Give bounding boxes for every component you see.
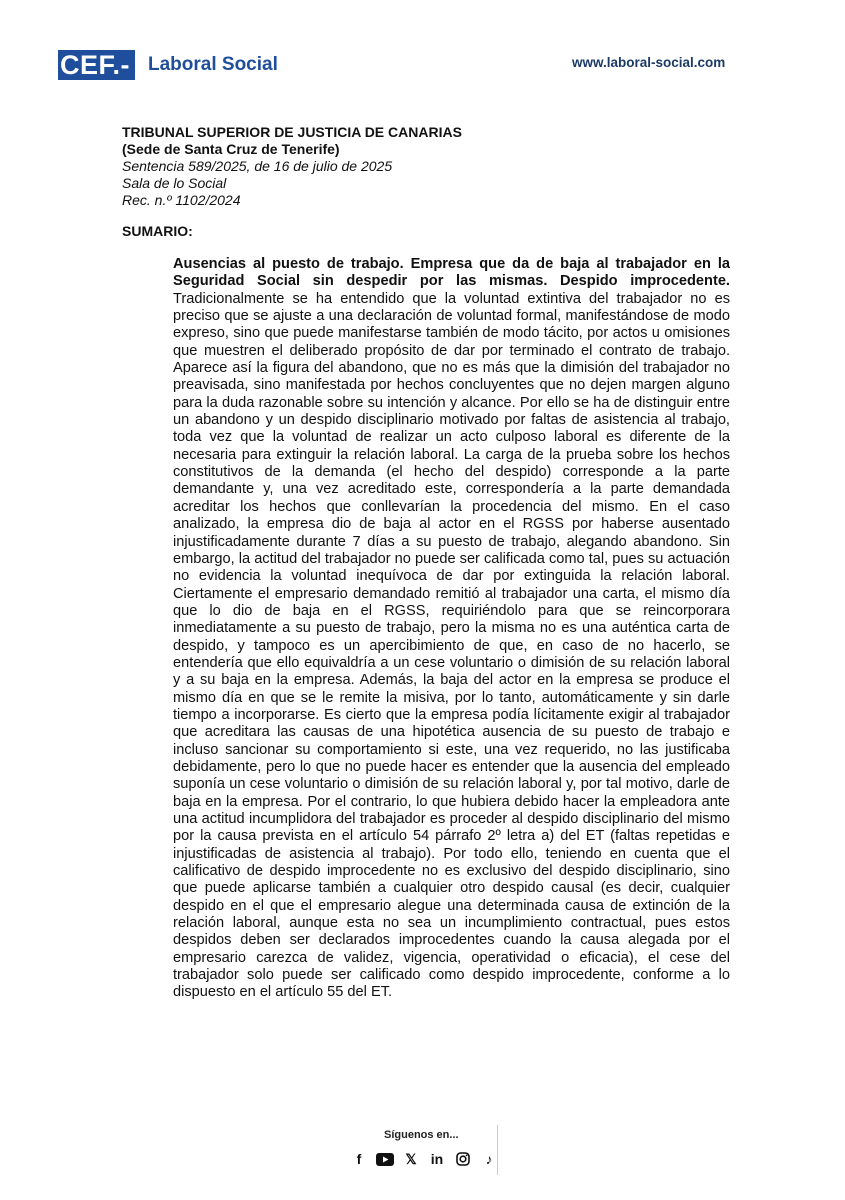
social-icons bbox=[350, 1150, 498, 1168]
logo-mark: CEF.- bbox=[58, 50, 135, 80]
linkedin-icon[interactable]: in bbox=[430, 1151, 444, 1167]
sumario-label: SUMARIO: bbox=[122, 223, 193, 239]
site-url-link[interactable]: www.laboral-social.com bbox=[572, 55, 726, 70]
court-name: TRIBUNAL SUPERIOR DE JUSTICIA DE CANARIAS bbox=[122, 124, 462, 140]
court-seat: (Sede de Santa Cruz de Tenerife) bbox=[122, 141, 340, 157]
summary-headline: Ausencias al puesto de trabajo. Empresa que da de baja al trabajador en la Seguridad Social sin despedir por las mismas. Despido improcedente. bbox=[173, 256, 730, 290]
chamber: Sala de lo Social bbox=[122, 175, 227, 191]
appeal-number: Rec. n.º 1102/2024 bbox=[122, 192, 241, 208]
summary-text bbox=[173, 256, 730, 1002]
youtube-icon[interactable] bbox=[376, 1150, 394, 1168]
logo-name: Laboral Social bbox=[148, 54, 278, 75]
court-header bbox=[122, 124, 462, 209]
summary-body: Tradicionalmente se ha entendido que la voluntad extintiva del trabajador no es preciso que se ajuste a una declaración de voluntad formal, manifestándose de modo expreso, sino que puede manifestarse también de modo tácito, por actos u omisiones que muestren el deliberado propósito de dar por terminado el contrato de trabajo. Aparece así la figura del abandono, que no es más que la dimisión del trabajador no preavisada, sino manifestada por hechos concluyentes que no dejen margen alguno para la duda razonable sobre su intención y alcance. Por ello se ha de distinguir entre un abandono y un despido disciplinario motivado por faltas de asistencia al trabajo, toda vez que la voluntad de realizar un acto culposo laboral es diferente de la necesaria para extinguir la relación laboral. La carga de la prueba sobre los hechos constitutivos de la demanda (el hecho del despido) corresponde a la parte demandante y, una vez acreditado este, correspondería a la parte demandada acreditar los hechos que conllevarían la procedencia del mismo. En el caso analizado, la empresa dio de baja al actor en el RGSS por haberse ausentado injustificadamente durante 7 días a su puesto de trabajo, alegando abandono. Sin embargo, la actitud del trabajador no puede ser calificada como tal, pues su actuación no evidencia la voluntad inequívoca de dar por extinguida la relación laboral. Ciertamente el empresario demandado remitió al trabajador una carta, el mismo día que lo dio de baja en el RGSS, requiriéndolo para que se reincorporara inmediatamente a su puesto de trabajo, pero la misma no es una auténtica carta de despido, y tampoco es un apercibimiento de que, en caso de no hacerlo, se entendería que ello equivaldría a un cese voluntario o dimisión de su relación laboral y a su baja en la empresa. Además, la baja del actor en la empresa se produce el mismo día en que se le remite la misiva, por lo tanto, automáticamente y sin darle tiempo a incorporarse. Es cierto que la empresa podía lícitamente exigir al trabajador que acreditara las causas de una hipotética ausencia de su puesto de trabajo e incluso sancionar su comportamiento si este, una vez requerido, no las justificaba debidamente, pero lo que no puede hacer es entender que la ausencia del empleado suponía un cese voluntario o dimisión de su relación laboral y, por tal motivo, darle de baja en la empresa. Por el contrario, lo que hubiera debido hacer la empleadora ante una actitud incumplidora del trabajador es proceder al despido disciplinario del mismo por la causa prevista en el artículo 54 párrafo 2º letra a) del ET (faltas repetidas e injustificadas de asistencia al trabajo). Por todo ello, teniendo en cuenta que el calificativo de despido improcedente no es exclusivo del despido disciplinario, sino que puede aplicarse también a cualquier otro despido causal (es decir, cualquier despido en el que el empresario alegue una determinada causa de extinción de la relación laboral, aunque esta no sea un incumplimiento contractual, pues estos despidos deben ser declarados improcedentes cuando la causa alegada por el empresario carezca de validez, vigencia, operatividad o eficacia), el cese del trabajador solo puede ser calificado como despido improcedente, conforme a lo dispuesto en el artículo 55 del ET. bbox=[173, 290, 730, 1001]
facebook-icon[interactable]: f bbox=[356, 1151, 362, 1167]
tiktok-icon[interactable]: ♪ bbox=[485, 1151, 493, 1167]
cef-logo[interactable] bbox=[58, 50, 278, 80]
x-icon[interactable]: 𝕏 bbox=[405, 1150, 417, 1167]
sentence-ref: Sentencia 589/2025, de 16 de julio de 2025 bbox=[122, 158, 393, 174]
instagram-icon[interactable] bbox=[454, 1150, 472, 1168]
follow-us-label: Síguenos en... bbox=[384, 1129, 459, 1141]
